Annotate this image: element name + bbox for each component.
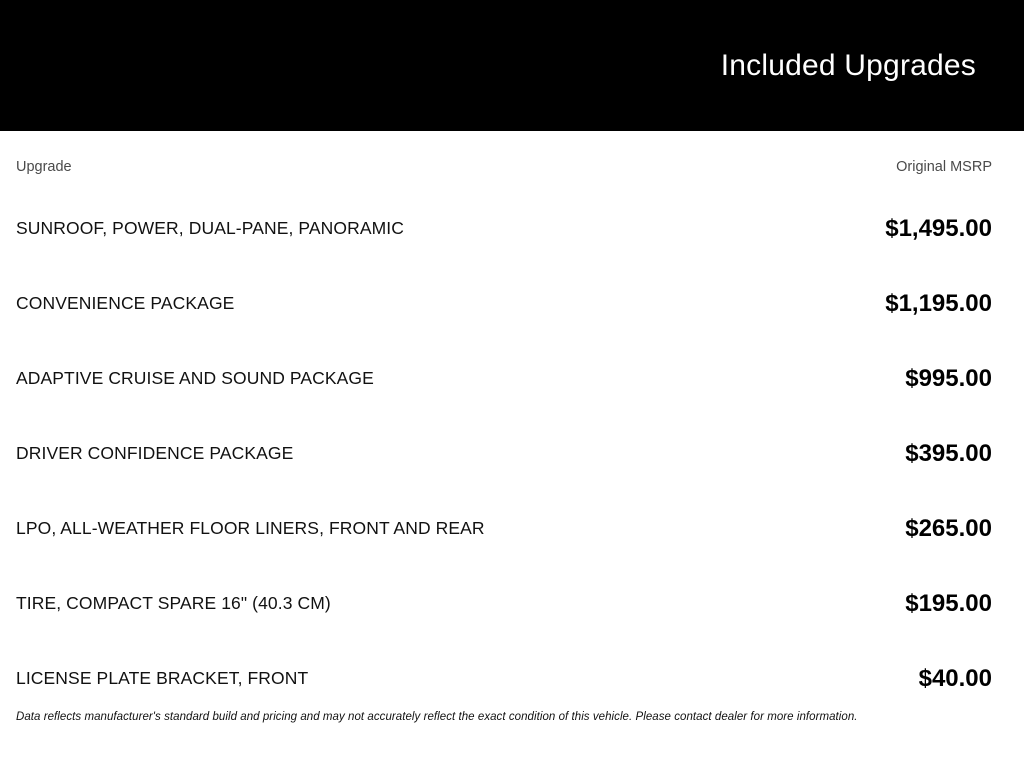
- upgrade-name: LICENSE PLATE BRACKET, FRONT: [16, 668, 309, 688]
- table-row: [16, 641, 992, 716]
- column-header-upgrade: Upgrade: [16, 159, 72, 175]
- disclaimer-text: Data reflects manufacturer's standard build and pricing and may not accurately reflect the exact condition of this vehicle. Please contact dealer for more information.: [16, 711, 858, 723]
- upgrade-price: $1,195.00: [885, 289, 992, 317]
- page-title: Included Upgrades: [720, 48, 976, 82]
- upgrades-content: [0, 131, 1024, 716]
- upgrade-name: LPO, ALL-WEATHER FLOOR LINERS, FRONT AND REAR: [16, 518, 485, 538]
- upgrade-name: CONVENIENCE PACKAGE: [16, 293, 235, 313]
- table-row: [16, 341, 992, 416]
- table-row: [16, 266, 992, 341]
- upgrade-price: $395.00: [905, 439, 992, 467]
- upgrade-name: TIRE, COMPACT SPARE 16" (40.3 CM): [16, 593, 331, 613]
- upgrades-table: [16, 191, 992, 716]
- table-row: [16, 491, 992, 566]
- table-row: [16, 566, 992, 641]
- upgrade-price: $995.00: [905, 364, 992, 392]
- page-header: [0, 0, 1024, 131]
- table-row: [16, 191, 992, 266]
- upgrade-price: $265.00: [905, 514, 992, 542]
- upgrade-price: $40.00: [918, 664, 992, 692]
- column-header-msrp: Original MSRP: [896, 159, 992, 175]
- upgrade-name: ADAPTIVE CRUISE AND SOUND PACKAGE: [16, 368, 374, 388]
- upgrade-name: DRIVER CONFIDENCE PACKAGE: [16, 443, 294, 463]
- upgrade-price: $1,495.00: [885, 214, 992, 242]
- upgrade-name: SUNROOF, POWER, DUAL-PANE, PANORAMIC: [16, 218, 404, 238]
- upgrade-price: $195.00: [905, 589, 992, 617]
- table-row: [16, 416, 992, 491]
- table-column-headers: [16, 131, 992, 179]
